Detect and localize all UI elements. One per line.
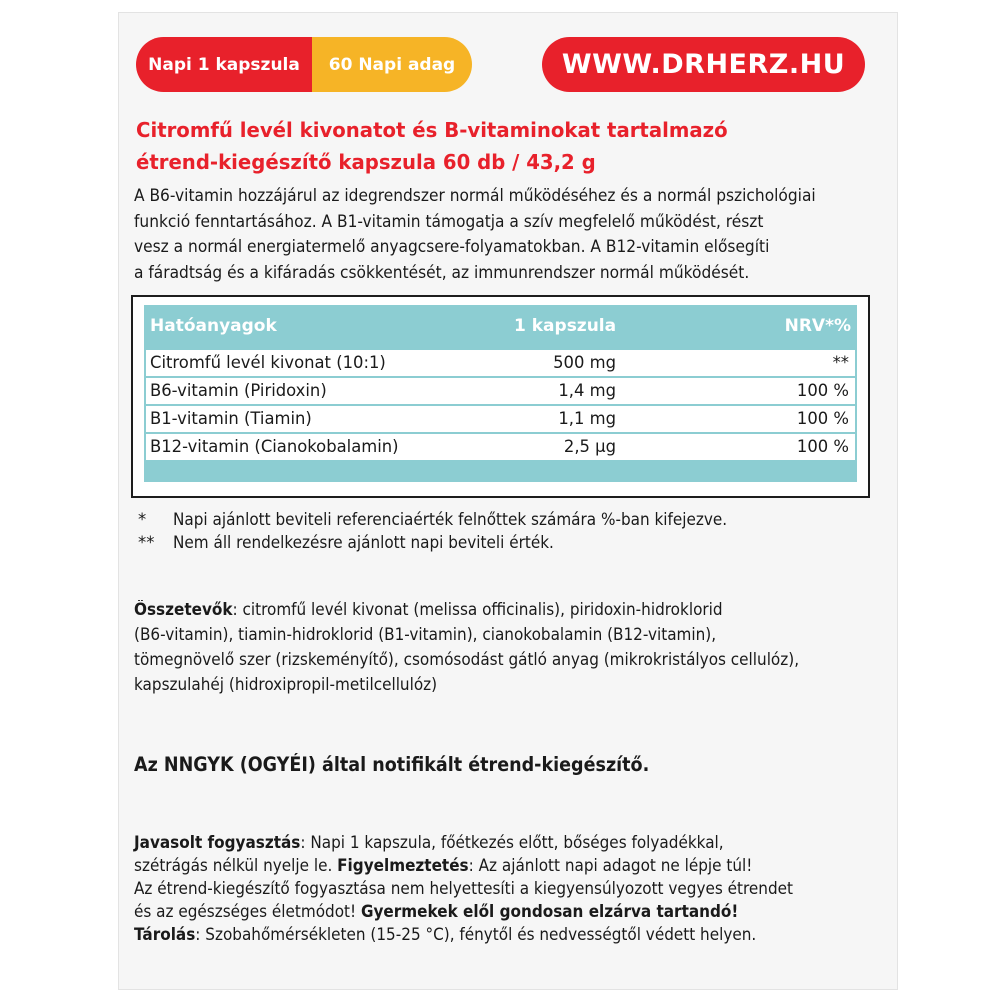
ingredient-amount: 500 mg xyxy=(553,353,616,372)
usage-text: : Napi 1 kapszula, főétkezés előtt, bőséges folyadékkal, xyxy=(300,833,724,852)
website-link[interactable]: WWW.DRHERZ.HU xyxy=(542,37,865,92)
warning-text: és az egészséges életmódot! xyxy=(134,902,361,921)
footnote-mark: * xyxy=(138,510,147,529)
ingredient-amount: 1,4 mg xyxy=(558,381,616,400)
ingredient-name: B12-vitamin (Cianokobalamin) xyxy=(150,437,399,456)
table-row xyxy=(146,378,855,404)
footnotes xyxy=(138,508,858,554)
header-nrv: NRV*% xyxy=(784,316,851,336)
table-header xyxy=(144,305,857,348)
ingredient-nrv: 100 % xyxy=(796,381,849,400)
intro-line: a fáradtság és a kifáradás csökkentését, az immunrendszer normál működését. xyxy=(134,262,750,282)
ingredient-nrv: 100 % xyxy=(796,437,849,456)
footnote-mark: ** xyxy=(138,533,155,552)
product-title xyxy=(136,114,846,178)
header-per-capsule: 1 kapszula xyxy=(514,316,617,336)
footnote xyxy=(138,508,858,531)
ingredient-name: B6-vitamin (Piridoxin) xyxy=(150,381,327,400)
intro-paragraph xyxy=(134,183,822,285)
ingredients-text: tömegnövelő szer (rizskeményítő), csomósodást gátló anyag (mikrokristályos cellulóz), xyxy=(134,650,800,669)
intro-line: vesz a normál energiatermelő anyagcsere-folyamatokban. A B12-vitamin elősegíti xyxy=(134,237,770,256)
footnote-text: Nem áll rendelkezésre ajánlott napi beviteli érték. xyxy=(173,533,554,552)
notification-statement: Az NNGYK (OGYÉI) által notifikált étrend-kiegészítő. xyxy=(134,753,650,776)
ingredient-name: B1-vitamin (Tiamin) xyxy=(150,409,312,428)
table-row xyxy=(146,406,855,432)
storage-text: : Szobahőmérsékleten (15-25 °C), fénytől és nedvességtől védett helyen. xyxy=(195,925,757,944)
ingredient-amount: 2,5 μg xyxy=(563,437,616,456)
ingredients-section xyxy=(134,597,822,697)
table-footer-bar xyxy=(144,460,857,482)
table-body xyxy=(144,348,857,460)
ingredients-label: Összetevők xyxy=(134,600,233,619)
header-active-ingredients: Hatóanyagok xyxy=(150,316,277,336)
footnote xyxy=(138,531,858,554)
intro-line: A B6-vitamin hozzájárul az idegrendszer normál működéséhez és a normál pszichológiai xyxy=(134,186,816,205)
servings-badge: 60 Napi adag xyxy=(312,37,472,92)
product-title-line: étrend-kiegészítő kapszula 60 db / 43,2 g xyxy=(136,150,596,174)
ingredients-text: kapszulahéj (hidroxipropil-metilcellulóz) xyxy=(134,675,438,694)
warning-text: : Az ajánlott napi adagot ne lépje túl! xyxy=(468,856,753,875)
children-warning: Gyermekek elől gondosan elzárva tartandó! xyxy=(360,902,739,921)
ingredient-amount: 1,1 mg xyxy=(558,409,616,428)
usage-label: Javasolt fogyasztás xyxy=(134,833,301,852)
usage-text: szétrágás nélkül nyelje le. xyxy=(134,856,338,875)
intro-line: funkció fenntartásához. A B1-vitamin támogatja a szív megfelelő működést, részt xyxy=(134,211,764,231)
table-row xyxy=(146,434,855,460)
daily-dose-badge: Napi 1 kapszula xyxy=(136,37,312,92)
dosage-badge xyxy=(136,37,472,92)
ingredients-text: (B6-vitamin), tiamin-hidroklorid (B1-vitamin), cianokobalamin (B12-vitamin), xyxy=(134,625,717,644)
ingredient-nrv: 100 % xyxy=(796,409,849,428)
warning-text: Az étrend-kiegészítő fogyasztása nem helyettesíti a kiegyensúlyozott vegyes étrendet xyxy=(134,879,793,898)
table-row xyxy=(146,350,855,376)
usage-section xyxy=(134,831,841,946)
ingredient-name: Citromfű levél kivonat (10:1) xyxy=(150,353,386,372)
ingredient-nrv: ** xyxy=(832,353,849,372)
warning-label: Figyelmeztetés xyxy=(337,856,469,875)
nutrition-table xyxy=(131,295,870,498)
storage-label: Tárolás xyxy=(134,925,196,944)
ingredients-text: : citromfű levél kivonat (melissa officinalis), piridoxin-hidroklorid xyxy=(232,600,723,619)
product-title-line: Citromfű levél kivonatot és B-vitaminokat tartalmazó xyxy=(136,118,728,142)
footnote-text: Napi ajánlott beviteli referenciaérték felnőttek számára %-ban kifejezve. xyxy=(173,510,728,529)
